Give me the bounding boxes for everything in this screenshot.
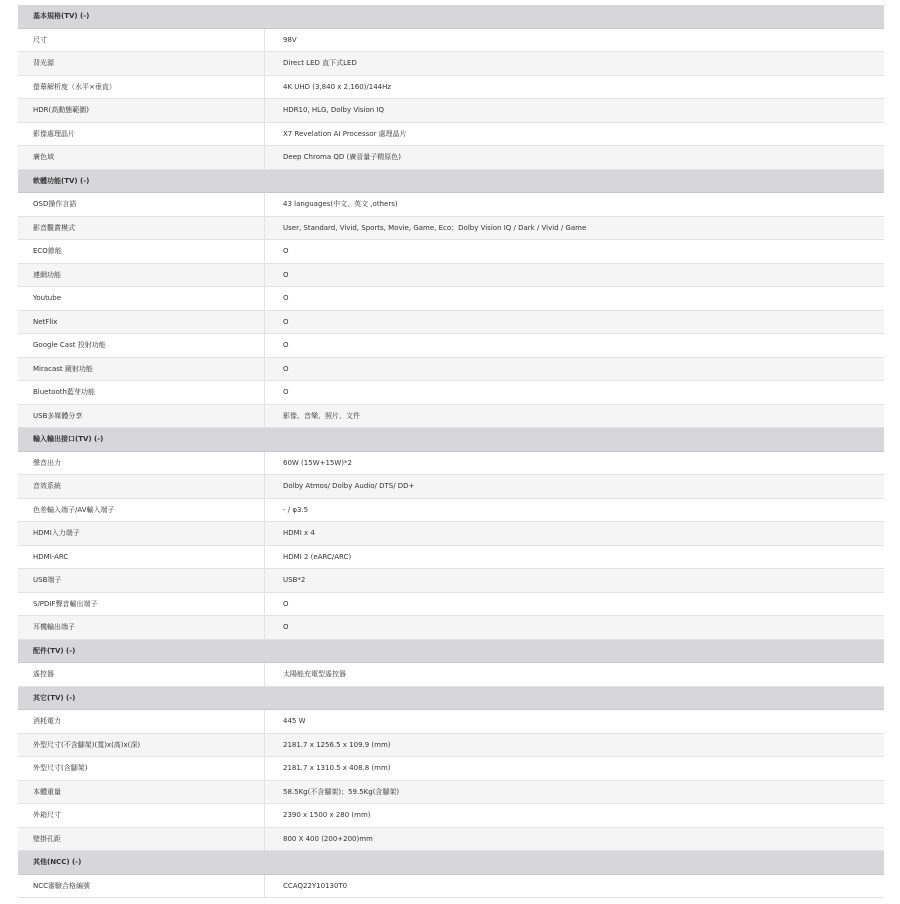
spec-label: 外型尺寸(不含腳架)(寬)x(高)x(深) [18, 734, 265, 757]
spec-label: 尺寸 [18, 29, 265, 52]
spec-row [18, 616, 884, 640]
spec-row [18, 663, 884, 687]
spec-label: 聲音出力 [18, 452, 265, 475]
spec-value: 43 languages(中文、英文 ,others) [283, 200, 398, 208]
spec-row [18, 522, 884, 546]
spec-row [18, 546, 884, 570]
spec-row [18, 123, 884, 147]
section-header: 輸入輸出接口(TV) (-) [18, 428, 884, 452]
spec-table [18, 5, 884, 898]
spec-label: NetFlix [18, 311, 265, 334]
spec-row [18, 52, 884, 76]
spec-label: 色差輸入端子/AV輸入端子 [18, 499, 265, 522]
spec-value: - / φ3.5 [283, 505, 309, 514]
spec-label: ECO節能 [18, 240, 265, 263]
spec-label: Youtube [18, 287, 265, 310]
spec-label: 外箱尺寸 [18, 804, 265, 827]
spec-value: 太陽能充電型遙控器 [283, 670, 346, 678]
spec-label: Bluetooth藍芽功能 [18, 381, 265, 404]
spec-label: Miracast 鏡射功能 [18, 358, 265, 381]
spec-label: 耳機輸出端子 [18, 616, 265, 639]
spec-value: HDMI 2 (eARC/ARC) [283, 552, 352, 561]
spec-value: 2181.7 x 1256.5 x 109.9 (mm) [283, 740, 391, 749]
spec-row [18, 475, 884, 499]
spec-label: S/PDIF聲音輸出端子 [18, 593, 265, 616]
spec-row [18, 146, 884, 170]
spec-value: User, Standard, Vivid, Sports, Movie, Game, Eco；Dolby Vision IQ / Dark / Vivid / Game [283, 223, 587, 232]
spec-label: 遙控器 [18, 663, 265, 686]
section-header: 配件(TV) (-) [18, 640, 884, 664]
spec-row [18, 452, 884, 476]
spec-value: 98V [283, 35, 297, 44]
spec-label: Google Cast 投射功能 [18, 334, 265, 357]
spec-label: 影音觀賞模式 [18, 217, 265, 240]
spec-value: Dolby Atmos/ Dolby Audio/ DTS/ DD+ [283, 482, 415, 490]
spec-row [18, 99, 884, 123]
spec-value: HDR10, HLG, Dolby Vision IQ [283, 106, 385, 114]
spec-value: O [283, 270, 289, 279]
spec-label: USB端子 [18, 569, 265, 592]
spec-row [18, 593, 884, 617]
spec-value: X7 Revelation AI Processor 處理晶片 [283, 129, 407, 138]
spec-label: 廣色域 [18, 146, 265, 169]
spec-value: 800 X 400 (200+200)mm [283, 834, 373, 843]
spec-row [18, 804, 884, 828]
spec-row [18, 287, 884, 311]
spec-label: 螢幕解析度（水平×垂直） [18, 76, 265, 99]
spec-row [18, 264, 884, 288]
spec-value: O [283, 364, 289, 373]
spec-label: OSD操作言語 [18, 193, 265, 216]
spec-value: 2390 x 1500 x 280 (mm) [283, 811, 371, 819]
spec-row [18, 875, 884, 899]
spec-value: 2181.7 x 1310.5 x 408.8 (mm) [283, 764, 391, 772]
spec-label: 外型尺寸(含腳架) [18, 757, 265, 780]
spec-value: HDMI x 4 [283, 529, 315, 537]
spec-label: HDR(高動態範圍) [18, 99, 265, 122]
spec-label: 壁掛孔距 [18, 828, 265, 851]
spec-row [18, 569, 884, 593]
spec-row [18, 358, 884, 382]
spec-row [18, 828, 884, 852]
spec-row [18, 734, 884, 758]
spec-value: 445 W [283, 717, 306, 725]
spec-value: 4K UHD (3,840 x 2,160)/144Hz [283, 82, 392, 91]
spec-row [18, 29, 884, 53]
spec-value: O [283, 247, 289, 255]
spec-value: O [283, 599, 289, 608]
spec-label: 影像處理晶片 [18, 123, 265, 146]
spec-label: 音效系統 [18, 475, 265, 498]
spec-value: Deep Chroma QD (廣晉量子精原色) [283, 153, 401, 161]
spec-value: CCAQ22Y10130T0 [283, 881, 348, 890]
spec-row [18, 381, 884, 405]
spec-label: NCC審驗合格編號 [18, 875, 265, 898]
spec-value: O [283, 294, 289, 302]
spec-label: 連網功能 [18, 264, 265, 287]
spec-row [18, 334, 884, 358]
spec-value: 60W (15W+15W)*2 [283, 458, 352, 467]
spec-label: HDMI入力端子 [18, 522, 265, 545]
spec-value: O [283, 388, 289, 396]
section-header: 軟體功能(TV) (-) [18, 170, 884, 194]
spec-label: 本體重量 [18, 781, 265, 804]
spec-row [18, 76, 884, 100]
spec-row [18, 217, 884, 241]
spec-value: O [283, 341, 289, 349]
spec-value: O [283, 317, 289, 326]
spec-value: 58.5Kg(不含腳架)；59.5Kg(含腳架) [283, 787, 400, 796]
spec-row [18, 757, 884, 781]
spec-row [18, 499, 884, 523]
spec-row [18, 193, 884, 217]
section-header: 其他(NCC) (-) [18, 851, 884, 875]
spec-label: 背光源 [18, 52, 265, 75]
spec-row [18, 240, 884, 264]
spec-row [18, 311, 884, 335]
section-header: 基本規格(TV) (-) [18, 5, 884, 29]
spec-value: O [283, 623, 289, 631]
spec-row [18, 710, 884, 734]
spec-row [18, 405, 884, 429]
spec-label: USB多媒體分享 [18, 405, 265, 428]
section-header: 其它(TV) (-) [18, 687, 884, 711]
spec-label: 消耗電力 [18, 710, 265, 733]
spec-value: 影像、音樂、照片、文件 [283, 411, 360, 420]
spec-value: Direct LED 直下式LED [283, 59, 357, 67]
spec-value: USB*2 [283, 576, 306, 584]
spec-row [18, 781, 884, 805]
spec-label: HDMI-ARC [18, 546, 265, 569]
